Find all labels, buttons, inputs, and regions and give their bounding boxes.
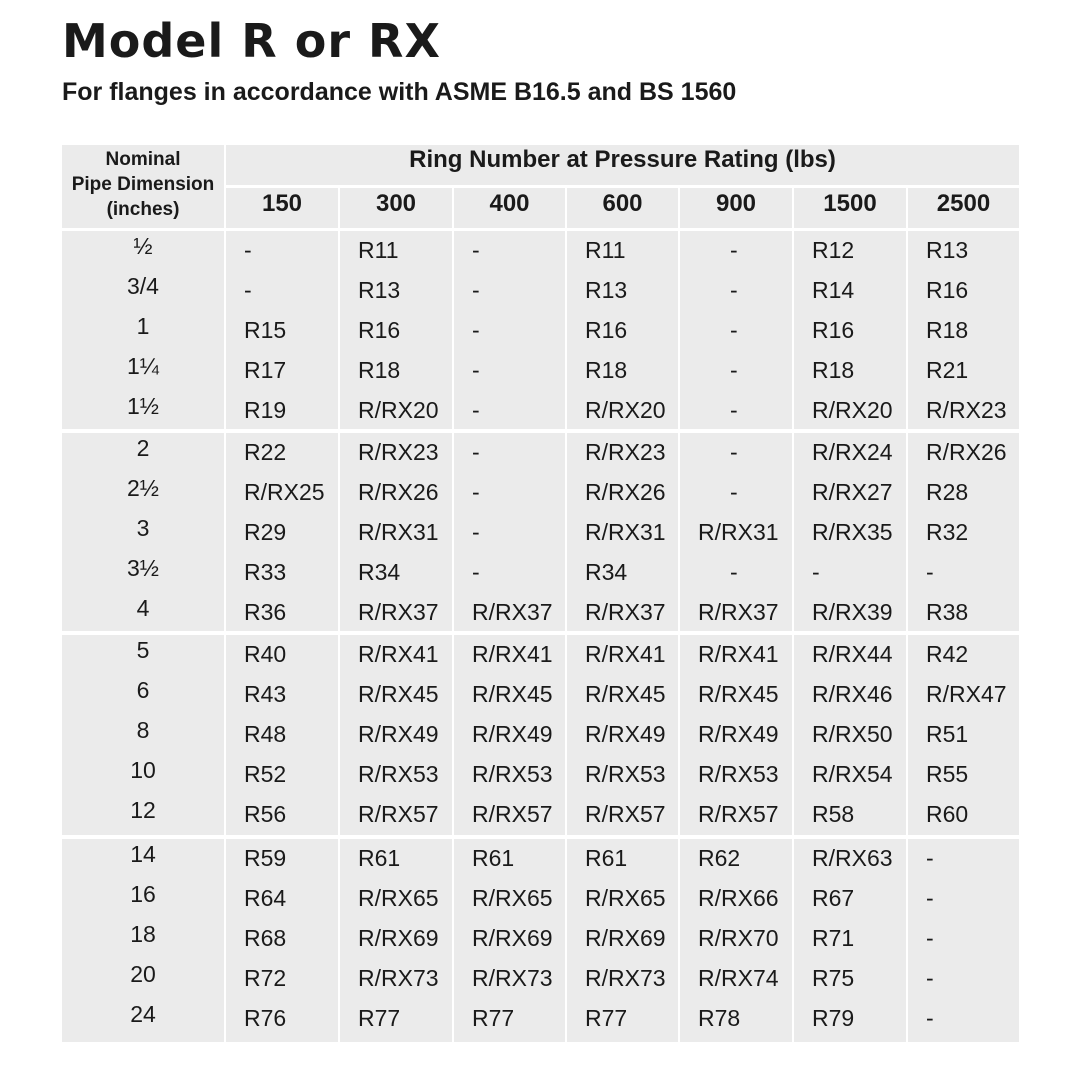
ring-number-cell: R28 <box>926 479 969 505</box>
rating-header-2500: 2500 <box>936 190 991 217</box>
ring-number-cell: R/RX31 <box>698 519 779 545</box>
ring-number-cell: R77 <box>585 1005 628 1031</box>
ring-number-cell: R13 <box>358 277 401 303</box>
ring-number-cell: R/RX69 <box>585 925 666 951</box>
ring-number-cell: R/RX26 <box>585 479 666 505</box>
ring-number-cell: - <box>730 479 738 505</box>
ring-number-cell: R/RX53 <box>585 761 666 787</box>
ring-number-cell: R34 <box>585 559 628 585</box>
ring-number-cell: R/RX45 <box>585 681 666 707</box>
ring-number-cell: R/RX57 <box>358 801 439 827</box>
ring-number-cell: - <box>472 439 480 465</box>
ring-number-cell: - <box>730 439 738 465</box>
ring-number-cell: R/RX57 <box>585 801 666 827</box>
pipe-size-cell: 5 <box>136 637 150 663</box>
ring-number-cell: R/RX35 <box>812 519 893 545</box>
pipe-size-cell: 4 <box>136 595 150 621</box>
npd-column-header <box>62 147 224 222</box>
ring-number-cell: R/RX53 <box>358 761 439 787</box>
pipe-size-cell: 10 <box>130 757 156 783</box>
ring-number-cell: R18 <box>585 357 628 383</box>
ring-number-cell: R61 <box>472 845 515 871</box>
rating-header-300: 300 <box>375 190 417 217</box>
ring-number-cell: R/RX49 <box>358 721 439 747</box>
ring-number-cell: - <box>926 845 934 871</box>
ring-number-cell: R/RX65 <box>585 885 666 911</box>
ring-number-cell: R/RX57 <box>698 801 779 827</box>
ring-number-cell: - <box>472 277 480 303</box>
pipe-size-cell: 1½ <box>127 393 159 419</box>
ring-number-cell: R/RX41 <box>472 641 553 667</box>
ring-number-cell: R60 <box>926 801 969 827</box>
ring-number-cell: R/RX54 <box>812 761 893 787</box>
ring-number-cell: - <box>926 885 934 911</box>
pipe-size-cell: 6 <box>136 677 150 703</box>
npd-header-line: Pipe Dimension <box>71 174 215 195</box>
ring-number-cell: R/RX74 <box>698 965 779 991</box>
ring-number-cell: R11 <box>358 237 399 263</box>
ring-number-cell: - <box>730 277 738 303</box>
ring-number-cell: R78 <box>698 1005 741 1031</box>
ring-number-cell: R14 <box>812 277 855 303</box>
ring-number-cell: R38 <box>926 599 969 625</box>
ring-number-cell: R/RX46 <box>812 681 893 707</box>
pipe-size-cell: 8 <box>136 717 150 743</box>
ring-number-cell: R/RX37 <box>472 599 553 625</box>
ring-number-cell: R11 <box>585 237 626 263</box>
ring-number-cell: R32 <box>926 519 969 545</box>
ring-number-cell: R/RX23 <box>926 397 1007 423</box>
ring-number-cell: R/RX37 <box>585 599 666 625</box>
pipe-size-cell: 20 <box>130 961 156 987</box>
ring-number-cell: - <box>730 357 738 383</box>
ring-number-cell: R/RX39 <box>812 599 893 625</box>
ring-number-cell: R58 <box>812 801 855 827</box>
rating-header-150: 150 <box>261 190 303 217</box>
ring-number-cell: R17 <box>244 357 287 383</box>
ring-number-cell: - <box>730 559 738 585</box>
ring-number-cell: R16 <box>812 317 855 343</box>
ring-number-cell: R/RX69 <box>472 925 553 951</box>
ring-number-cell: R/RX41 <box>358 641 439 667</box>
ring-number-cell: R77 <box>358 1005 401 1031</box>
ring-number-cell: R/RX27 <box>812 479 893 505</box>
pipe-size-cell: 14 <box>130 841 156 867</box>
page-title: Model R or RX <box>62 14 441 68</box>
ring-number-cell: - <box>472 519 480 545</box>
ring-number-cell: R/RX44 <box>812 641 893 667</box>
ring-number-cell: R59 <box>244 845 287 871</box>
ring-number-cell: R22 <box>244 439 287 465</box>
pipe-size-cell: 2½ <box>127 475 159 501</box>
ring-number-cell: R18 <box>812 357 855 383</box>
ring-number-cell: R/RX41 <box>585 641 666 667</box>
ring-number-cell: R12 <box>812 237 855 263</box>
ring-number-cell: R68 <box>244 925 287 951</box>
ring-number-cell: R79 <box>812 1005 855 1031</box>
ring-number-cell: - <box>730 237 738 263</box>
ring-number-cell: R72 <box>244 965 287 991</box>
ring-number-cell: R/RX26 <box>926 439 1007 465</box>
ring-number-cell: R/RX45 <box>698 681 779 707</box>
ring-number-cell: R48 <box>244 721 287 747</box>
ring-number-cell: R/RX73 <box>358 965 439 991</box>
ring-number-cell: - <box>926 559 934 585</box>
pipe-size-cell: 24 <box>130 1001 156 1027</box>
ring-number-cell: - <box>926 925 934 951</box>
ring-number-cell: R/RX25 <box>244 479 325 505</box>
ring-number-cell: R64 <box>244 885 287 911</box>
ring-number-cell: R/RX20 <box>585 397 666 423</box>
ring-number-cell: R/RX37 <box>698 599 779 625</box>
ring-number-cell: R/RX31 <box>358 519 439 545</box>
ring-number-cell: R/RX26 <box>358 479 439 505</box>
ring-number-cell: R/RX50 <box>812 721 893 747</box>
ring-number-cell: R77 <box>472 1005 515 1031</box>
rating-header-600: 600 <box>602 190 643 217</box>
ring-number-cell: R/RX41 <box>698 641 779 667</box>
page-subtitle: For flanges in accordance with ASME B16.5 and BS 1560 <box>62 78 737 106</box>
ring-number-cell: R13 <box>585 277 628 303</box>
ring-number-cell: - <box>812 559 820 585</box>
ring-number-cell: - <box>244 237 252 263</box>
ring-number-cell: R13 <box>926 237 969 263</box>
pipe-size-cell: 1¼ <box>127 353 159 379</box>
pipe-size-cell: 3½ <box>127 555 159 581</box>
rating-header-900: 900 <box>715 190 757 217</box>
ring-number-cell: R33 <box>244 559 287 585</box>
ring-number-cell: R43 <box>244 681 287 707</box>
pipe-size-cell: 2 <box>136 435 150 461</box>
ring-number-cell: R/RX65 <box>472 885 553 911</box>
ring-number-cell: R18 <box>926 317 969 343</box>
ring-number-cell: R71 <box>812 925 855 951</box>
pipe-size-cell: 12 <box>130 797 156 823</box>
ring-number-cell: R/RX45 <box>472 681 553 707</box>
ring-number-cell: - <box>472 397 480 423</box>
ring-number-cell: R15 <box>244 317 287 343</box>
ring-number-cell: R61 <box>358 845 401 871</box>
ring-number-cell: - <box>244 277 252 303</box>
ring-number-cell: R/RX47 <box>926 681 1007 707</box>
ring-number-cell: R/RX49 <box>585 721 666 747</box>
ring-number-cell: R55 <box>926 761 969 787</box>
table-band-cell <box>454 231 565 429</box>
ring-number-cell: - <box>472 317 480 343</box>
npd-header-line: Nominal <box>105 149 181 170</box>
ring-number-cell: R21 <box>926 357 969 383</box>
ring-number-cell: - <box>730 317 738 343</box>
ring-number-cell: R/RX20 <box>358 397 439 423</box>
ring-number-cell: R56 <box>244 801 287 827</box>
ring-number-cell: R/RX73 <box>585 965 666 991</box>
ring-number-cell: R/RX73 <box>472 965 553 991</box>
ring-number-cell: - <box>472 357 480 383</box>
ring-number-cell: R67 <box>812 885 855 911</box>
ring-number-cell: R62 <box>698 845 741 871</box>
ring-number-cell: R16 <box>585 317 628 343</box>
ring-number-cell: R/RX53 <box>698 761 779 787</box>
rating-header-1500: 1500 <box>823 190 877 217</box>
ring-number-cell: R/RX63 <box>812 845 893 871</box>
ring-number-cell: R34 <box>358 559 401 585</box>
ring-number-cell: R/RX37 <box>358 599 439 625</box>
ring-number-cell: R52 <box>244 761 287 787</box>
table-band-cell <box>908 839 1019 1042</box>
ring-number-cell: R/RX24 <box>812 439 893 465</box>
ring-number-cell: R/RX20 <box>812 397 893 423</box>
ring-number-cell: R/RX49 <box>472 721 553 747</box>
pipe-size-cell: 3/4 <box>127 273 159 299</box>
ring-number-cell: R75 <box>812 965 855 991</box>
pipe-size-cell: 18 <box>130 921 156 947</box>
pressure-rating-group-header: Ring Number at Pressure Rating (lbs) <box>409 146 836 173</box>
pipe-size-cell: 3 <box>136 515 150 541</box>
pipe-size-cell: 1 <box>136 313 150 339</box>
ring-number-cell: R/RX65 <box>358 885 439 911</box>
ring-number-cell: - <box>926 965 934 991</box>
ring-number-cell: R36 <box>244 599 287 625</box>
ring-number-cell: R/RX70 <box>698 925 779 951</box>
ring-number-cell: R42 <box>926 641 969 667</box>
ring-number-cell: R29 <box>244 519 287 545</box>
ring-number-cell: R16 <box>358 317 401 343</box>
ring-number-cell: - <box>472 237 480 263</box>
ring-number-cell: R19 <box>244 397 287 423</box>
rating-header-400: 400 <box>489 190 530 217</box>
pipe-size-cell: ½ <box>133 233 153 259</box>
ring-number-cell: R/RX45 <box>358 681 439 707</box>
ring-number-cell: R/RX69 <box>358 925 439 951</box>
ring-number-cell: R76 <box>244 1005 287 1031</box>
ring-number-cell: - <box>472 559 480 585</box>
ring-number-cell: R51 <box>926 721 969 747</box>
ring-number-cell: R40 <box>244 641 287 667</box>
ring-number-cell: R/RX23 <box>358 439 439 465</box>
ring-number-cell: R16 <box>926 277 969 303</box>
ring-number-cell: R/RX57 <box>472 801 553 827</box>
ring-number-cell: - <box>926 1005 934 1031</box>
ring-number-cell: R18 <box>358 357 401 383</box>
ring-number-cell: - <box>730 397 738 423</box>
ring-number-cell: R/RX31 <box>585 519 666 545</box>
ring-number-cell: R/RX49 <box>698 721 779 747</box>
ring-number-cell: - <box>472 479 480 505</box>
npd-header-line: (inches) <box>106 199 180 220</box>
ring-number-cell: R/RX23 <box>585 439 666 465</box>
ring-number-cell: R/RX53 <box>472 761 553 787</box>
ring-number-cell: R/RX66 <box>698 885 779 911</box>
ring-number-cell: R61 <box>585 845 628 871</box>
pipe-size-cell: 16 <box>130 881 156 907</box>
